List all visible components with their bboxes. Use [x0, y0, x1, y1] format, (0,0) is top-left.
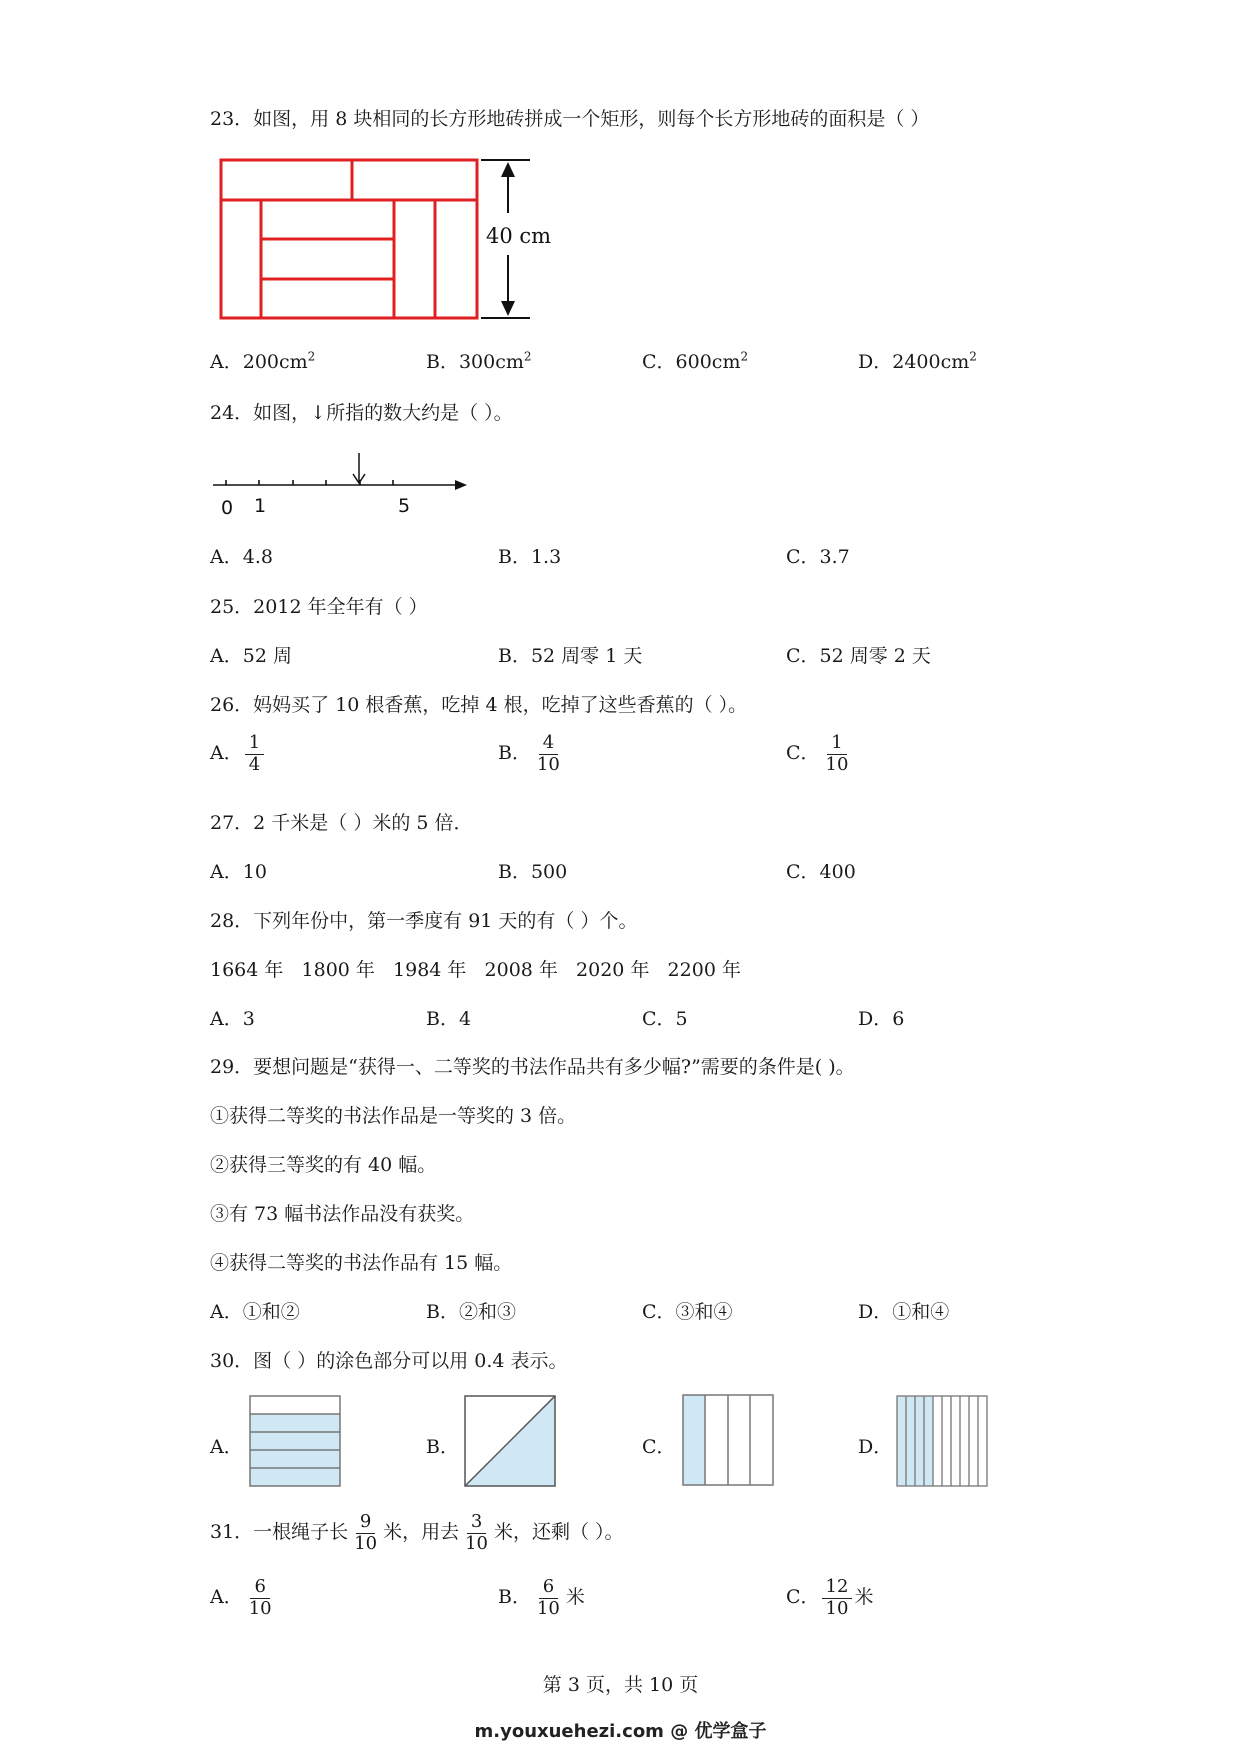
option-a[interactable]: A． $\frac{1}{4}$: [210, 733, 266, 775]
page-footer: 第 3 页，共 10 页: [542, 1674, 699, 1696]
question-31: 31．一根绳子长 $\frac{9}{10}$ 米，用去 $\frac{3}{10}$ 米，还剩（ ）。: [210, 1511, 624, 1554]
figure-b-diagonal-half: [464, 1395, 558, 1489]
option-b[interactable]: B． $\frac{4}{10}$: [498, 732, 560, 775]
option-b[interactable]: B．②和③: [426, 1301, 516, 1323]
tick-label: 1: [254, 495, 267, 517]
option-a[interactable]: A．10: [210, 861, 267, 883]
option-c[interactable]: C．③和④: [642, 1301, 733, 1323]
option-c[interactable]: C． $\frac{1}{10}$: [786, 732, 849, 775]
arrow-down-icon: [501, 301, 515, 316]
option-c[interactable]: C．3.7: [786, 546, 850, 568]
figure-d-tenths: [896, 1395, 990, 1489]
option-c[interactable]: C．5: [642, 1008, 688, 1030]
option-b[interactable]: B．1.3: [498, 546, 562, 568]
option-d[interactable]: D．①和④: [858, 1301, 950, 1323]
question-29: 29．要想问题是“获得一、二等奖的书法作品共有多少幅?”需要的条件是( )。: [210, 1056, 855, 1078]
option-d[interactable]: D．: [858, 1436, 893, 1458]
options-28: [210, 1004, 1110, 1034]
option-a[interactable]: A．$200cm^2$: [210, 349, 316, 373]
figure-a-horizontal-strips: [249, 1395, 343, 1489]
option-b[interactable]: B．$300cm^2$: [426, 349, 532, 373]
tile-rectangle-figure: [218, 155, 558, 330]
watermark: m.youxuehezi.com @ 优学盒子: [474, 1721, 767, 1742]
option-b[interactable]: B．52 周零 1 天: [498, 645, 643, 667]
question-30: 30．图（ ）的涂色部分可以用 0.4 表示。: [210, 1350, 568, 1372]
arrow-up-icon: [501, 162, 515, 177]
option-c[interactable]: C．400: [786, 861, 856, 883]
options-29: [210, 1297, 1110, 1327]
arrow-right-icon: [455, 480, 467, 490]
option-a[interactable]: A．: [210, 1436, 243, 1458]
option-d[interactable]: D．6: [858, 1008, 905, 1030]
tick-label: 5: [398, 495, 411, 517]
question-27: 27．2 千米是（ ）米的 5 倍．: [210, 812, 473, 834]
question-24: 24．如图，↓所指的数大约是（ ）。: [210, 402, 513, 424]
option-d[interactable]: D．$2400cm^2$: [858, 349, 977, 373]
option-b[interactable]: B． $\frac{6}{10}$ 米: [498, 1576, 585, 1619]
option-a[interactable]: A．3: [210, 1008, 255, 1030]
option-c[interactable]: C．: [642, 1436, 676, 1458]
option-a[interactable]: A．52 周: [210, 645, 292, 667]
dimension-label: 40 cm: [486, 224, 552, 248]
option-a[interactable]: A． $\frac{6}{10}$: [210, 1576, 272, 1619]
option-b[interactable]: B．: [426, 1436, 459, 1458]
condition-4: ④获得二等奖的书法作品有 15 幅。: [210, 1252, 513, 1274]
condition-3: ③有 73 幅书法作品没有获奖。: [210, 1203, 475, 1225]
options-26: [210, 733, 1110, 788]
option-b[interactable]: B．500: [498, 861, 568, 883]
question-25: 25．2012 年全年有（ ）: [210, 596, 428, 618]
year-list: 1664 年 1800 年 1984 年 2008 年 2020 年 2200 年: [210, 959, 741, 981]
condition-2: ②获得三等奖的有 40 幅。: [210, 1154, 437, 1176]
option-a[interactable]: A．4.8: [210, 546, 273, 568]
question-23: 23．如图，用 8 块相同的长方形地砖拼成一个矩形，则每个长方形地砖的面积是（ ）: [210, 108, 930, 130]
option-c[interactable]: C． $\frac{12}{10}$ 米: [786, 1576, 874, 1619]
condition-1: ①获得二等奖的书法作品是一等奖的 3 倍。: [210, 1105, 577, 1127]
question-28: 28．下列年份中，第一季度有 91 天的有（ ）个。: [210, 910, 638, 932]
options-25: [210, 641, 1110, 671]
number-line-figure: [205, 445, 475, 520]
question-26: 26．妈妈买了 10 根香蕉，吃掉 4 根，吃掉了这些香蕉的（ ）。: [210, 694, 748, 716]
option-a[interactable]: A．①和②: [210, 1301, 300, 1323]
option-c[interactable]: C．$600cm^2$: [642, 349, 749, 373]
options-31: [210, 1577, 1110, 1632]
options-24: [210, 542, 1110, 572]
option-c[interactable]: C．52 周零 2 天: [786, 645, 931, 667]
options-27: [210, 857, 1110, 887]
options-23: [210, 347, 1110, 377]
option-b[interactable]: B．4: [426, 1008, 472, 1030]
figure-c-vertical-quarters: [680, 1392, 776, 1488]
tick-label: 0: [221, 497, 234, 519]
